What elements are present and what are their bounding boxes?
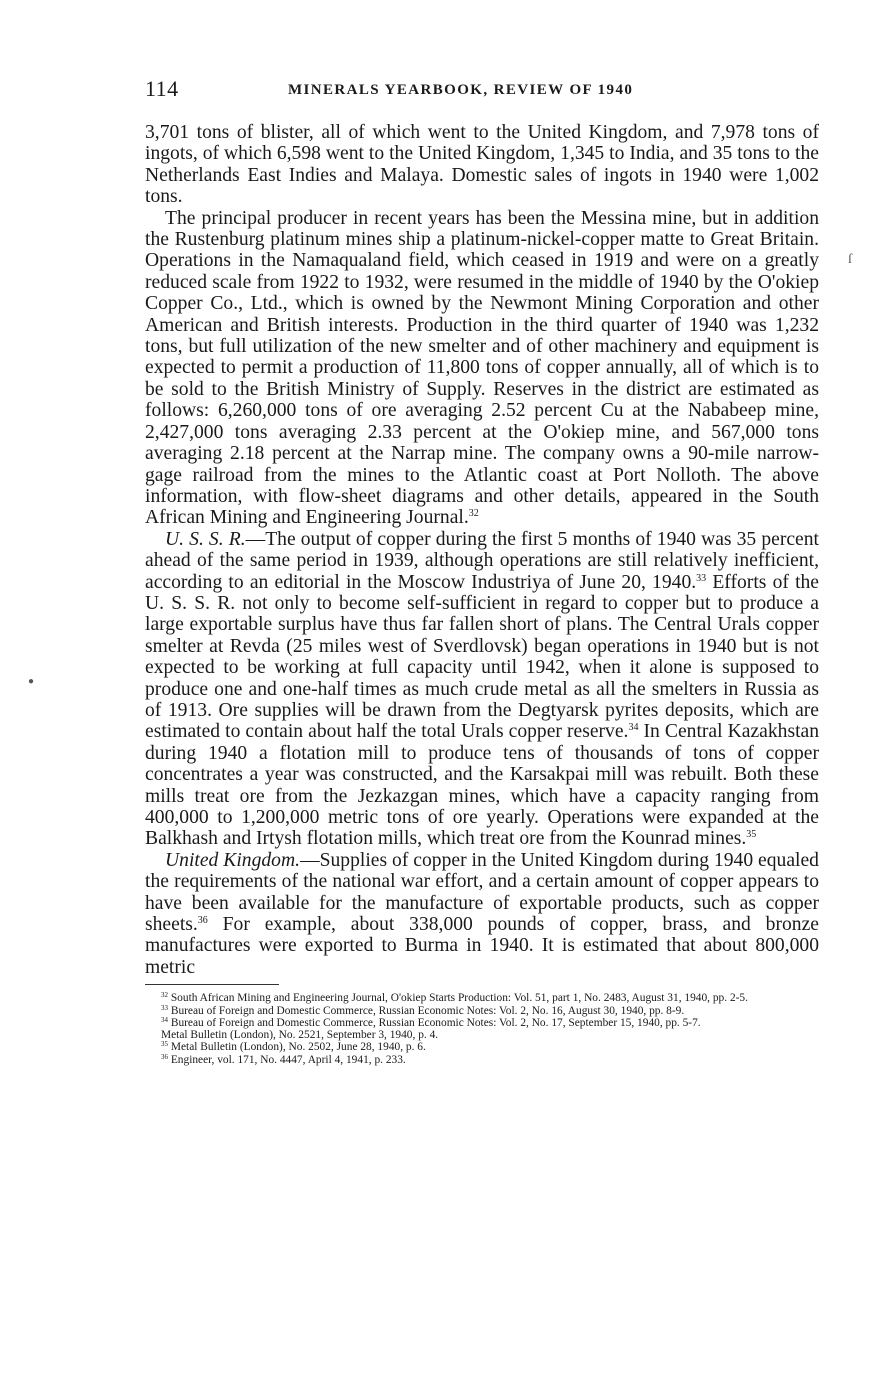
footnote-text: Bureau of Foreign and Domestic Commerce, Russian Economic Notes: Vol. 2, No. 16, August 30, 1940, pp. 8-9. xyxy=(168,1004,685,1017)
footnote-number: 32 xyxy=(161,991,168,1000)
running-head: MINERALS YEARBOOK, REVIEW OF 1940 xyxy=(288,82,634,98)
footnote-text: Metal Bulletin (London), No. 2502, June 28, 1940, p. 6. xyxy=(168,1041,426,1054)
footnote-number: 34 xyxy=(161,1015,168,1024)
footnote xyxy=(145,1041,819,1053)
footnote xyxy=(145,1005,819,1017)
paragraph xyxy=(145,208,819,529)
footnote-text: Bureau of Foreign and Domestic Commerce, Russian Economic Notes: Vol. 2, No. 17, September 15, 1940, pp. 5-7. xyxy=(168,1016,701,1029)
footnotes xyxy=(145,992,819,1066)
page-header xyxy=(145,76,819,106)
footnote-number: 35 xyxy=(161,1040,168,1049)
footnote-ref: 35 xyxy=(746,829,757,841)
footnote-ref: 36 xyxy=(197,915,208,927)
footnote-number: 33 xyxy=(161,1003,168,1012)
text-run: For example, about 338,000 pounds of copper, brass, and bronze manufactures were exported to Burma in 1940. It is estimated that about 800,000 metric xyxy=(145,914,819,978)
section-heading: U. S. S. R. xyxy=(165,528,246,550)
text-run: —Supplies of copper in the United Kingdom during 1940 equaled the requirements of the national war effort, and a certain amount of copper appears to have been available for the manufacture of exportable products, such as copper sheets. xyxy=(145,849,819,936)
text-run: In Central Kazakhstan during 1940 a flotation mill to produce tens of thousands of tons of copper concentrates a year was constructed, and the Karsakpai mill was rebuilt. Both these mills treat ore from the Jezkazgan mines, which have a capacity ranging from 400,000 to 1,200,000 metric tons of ore yearly. Operations were expanded at the Balkhash and Irtysh flotation mills, which treat ore from the Kounrad mines. xyxy=(145,721,820,850)
section-heading: United Kingdom. xyxy=(165,849,301,871)
text-run: 3,701 tons of blister, all of which went to the United Kingdom, and 7,978 tons of ingots, of which 6,598 went to the United Kingdom, 1,345 to India, and 35 tons to the Netherlands East Indies and Malaya. Domestic sales of ingots in 1940 were 1,002 tons. xyxy=(145,122,819,208)
footnote-rule xyxy=(145,984,279,985)
paragraph xyxy=(145,529,819,850)
body-text xyxy=(145,122,819,978)
text-run: The principal producer in recent years has been the Messina mine, but in addition the Rustenburg platinum mines ship a platinum-nickel-copper matte to Great Britain. Operations in the Namaqualand field, which ceased in 1919 and were on a greatly reduced scale from 1922 to 1932, were resumed in the middle of 1940 by the O'okiep Copper Co., Ltd., which is owned by the Newmont Mining Corporation and other American and British interests. Production in the third quarter of 1940 was 1,232 tons, but full utilization of the new smelter and of other machinery and equipment is expected to permit a production of 11,800 tons of copper annually, all of which is to be sold to the British Ministry of Supply. Reserves in the district are estimated as follows: 6,260,000 tons of ore averaging 2.52 percent Cu at the Nababeep mine, 2,427,000 tons averaging 2.33 percent at the O'okiep mine, and 567,000 tons averaging 2.18 percent at the Narrap mine. The company owns a 90-mile narrow-gage railroad from the mines to the Atlantic coast at Port Nolloth. The above information, with flow-sheet diagrams and other details, appeared in the South African Mining and Engineering Journal. xyxy=(145,207,819,529)
footnote-ref: 33 xyxy=(696,572,707,584)
footnote xyxy=(145,1017,819,1029)
document-page xyxy=(145,76,819,1066)
paragraph xyxy=(145,850,819,978)
footnote-number: 36 xyxy=(161,1052,168,1061)
margin-dot: ● xyxy=(28,676,35,687)
footnote xyxy=(145,1029,819,1041)
footnote-ref: 32 xyxy=(468,508,479,520)
footnote-ref: 34 xyxy=(628,722,639,734)
page-number: 114 xyxy=(145,76,179,101)
footnote-text: Metal Bulletin (London), No. 2521, September 3, 1940, p. 4. xyxy=(161,1029,439,1042)
footnote xyxy=(145,1054,819,1066)
footnote-text: Engineer, vol. 171, No. 4447, April 4, 1941, p. 233. xyxy=(168,1053,406,1066)
paragraph xyxy=(145,122,819,208)
footnote xyxy=(145,992,819,1004)
text-run: —The output of copper during the first 5 months of 1940 was 35 percent ahead of the same period in 1939, although operations are still relatively inefficient, according to an editorial in the Moscow Industriya of June 20, 1940. xyxy=(145,528,819,593)
margin-mark: ſ xyxy=(848,252,852,267)
footnote-text: South African Mining and Engineering Journal, O'okiep Starts Production: Vol. 51, part 1, No. 2483, August 31, 1940, pp. 2-5. xyxy=(168,992,748,1005)
text-run: Efforts of the U. S. S. R. not only to become self-sufficient in regard to copper but to produce a large exportable surplus have thus far fallen short of plans. The Central Urals copper smelter at Revda (25 miles west of Sverdlovsk) began operations in 1940 but is not expected to be working at full capacity until 1942, when it alone is supposed to produce one and one-half times as much crude metal as all the smelters in Russia as of 1913. Ore supplies will be drawn from the Degtyarsk pyrites deposits, which are estimated to contain about half the total Urals copper reserve. xyxy=(145,571,820,743)
